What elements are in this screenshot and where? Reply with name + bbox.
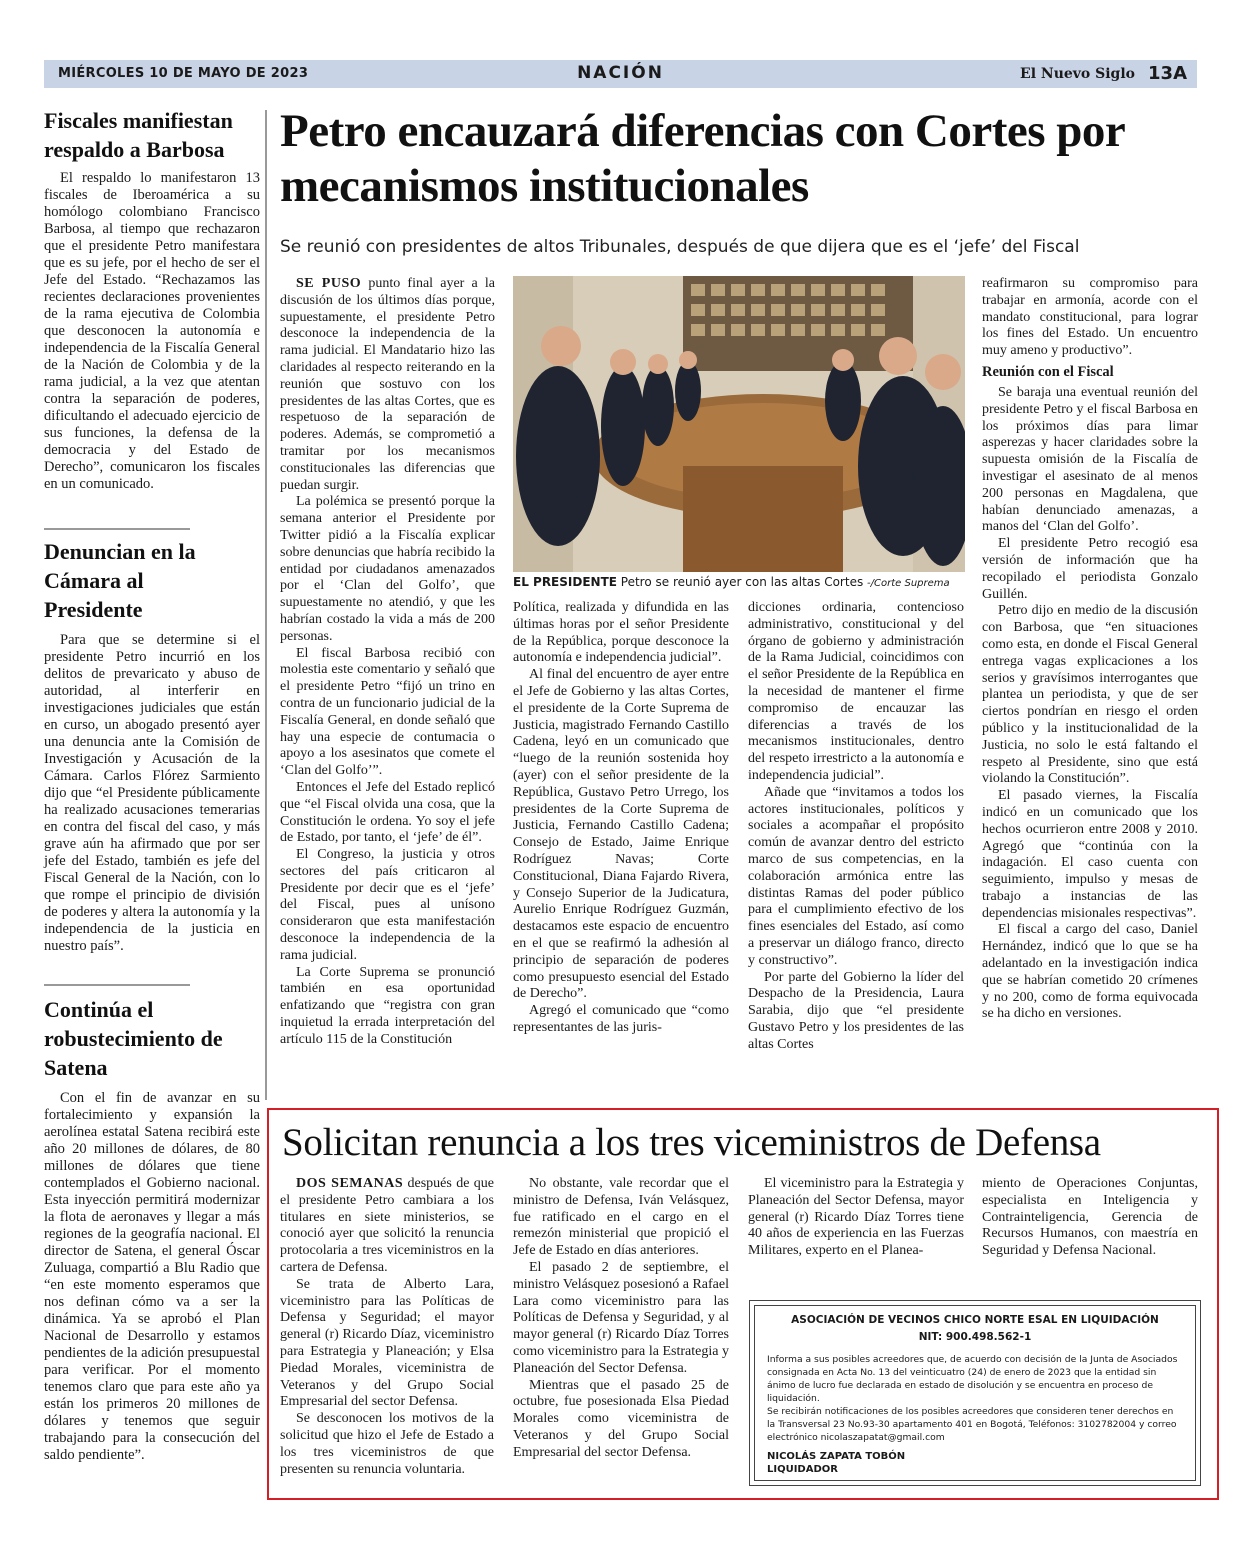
paragraph: El presidente Petro recogió esa versión de información que ha recopilado el periodista Gonzalo Guillén. bbox=[982, 536, 1198, 602]
page-number: 13A bbox=[1148, 63, 1187, 84]
caption-lead: EL PRESIDENTE bbox=[513, 575, 617, 589]
notice-body bbox=[767, 1353, 1183, 1444]
paragraph: Se baraja una eventual reunión del presidente Petro y el fiscal Barbosa en los próximos días para limar asperezas y hacer claridades sobre la supuesta omisión de la Fiscalía de investigar el asesinato de al menos 200 personas en Magdalena, que habían denunciado amenazas, a manos del ‘Clan del Golfo’. bbox=[982, 384, 1198, 535]
paragraph: Petro dijo en medio de la discusión con Barbosa, que “en situaciones como esta, en donde el Fiscal General entrega vagas explicaciones a los serios y gravísimos interrogantes que plantea un periodista, y que de ser ciertos pondrían en riesgo el orden público y la institucionalidad de la Justicia, no solo le está faltando el respeto al Presidente, sino que está violando la Constitución”. bbox=[982, 603, 1198, 787]
brief-3-title: Continúa el robustecimiento de Satena bbox=[44, 997, 223, 1080]
sidebar-brief-2 bbox=[44, 537, 260, 955]
sidebar-divider bbox=[44, 984, 190, 986]
article-column-4 bbox=[982, 276, 1198, 1023]
paragraph: Por parte del Gobierno la líder del Despacho de la Presidencia, Laura Sarabia, dijo que “el presidente Gustavo Petro y los presidentes de las altas Cortes bbox=[748, 969, 964, 1052]
box-lead-word: DOS SEMANAS bbox=[296, 1176, 404, 1191]
caption-text: Petro se reunió ayer con las altas Cortes bbox=[616, 575, 864, 589]
article-column-1 bbox=[280, 276, 495, 1049]
article-subheading: Reunión con el Fiscal bbox=[982, 363, 1114, 380]
article-column-2 bbox=[513, 600, 729, 1037]
brief-1-title: Fiscales manifiestan respaldo a Barbosa bbox=[44, 108, 233, 162]
paragraph: dicciones ordinaria, contencioso administrativo, constitucional y del órgano de gobierno y administración de la Rama Judicial, coincidimos con el señor Presidente de la República en la necesidad de mantener el firme compromiso de encauzar las diferencias a través de los mecanismos institucionales, dentro del respeto irrestricto a la autonomía e independencia judicial”. bbox=[748, 600, 964, 783]
page-header bbox=[44, 60, 1197, 88]
paragraph: La polémica se presentó porque la semana anterior el Presidente por Twitter pidió a la Fiscalía explicar sobre denuncias que habría recibido la entidad por ciudadanos amenazados por el ‘Clan del Golfo’, que supuestamente no atendió, y que les habrían costado la vida a más de 200 personas. bbox=[280, 494, 495, 644]
meeting-photo-image bbox=[513, 276, 965, 572]
brief-2-body: Para que se determine si el presidente Petro incurrió en los delitos de prevaricato y abuso de autoridad, al interferir en investigaciones judiciales que están en curso, un abogado presentó ayer una denuncia ante la Comisión de Investigación y Acusación de la Cámara. Carlos Flórez Sarmiento dijo que “el Presidente públicamente ha realizado acusaciones temerarias en contra del fiscal del caso, y más grave aún ha afirmado que por ser jefe del Estado, también es jefe del Fiscal General de la Nación, con lo que rompe el principio de división de poderes y altera la autonomía y la independencia de la justicia en nuestro país”. bbox=[44, 632, 260, 954]
signer-name: NICOLÁS ZAPATA TOBÓN bbox=[767, 1451, 906, 1462]
legal-notice bbox=[749, 1300, 1201, 1486]
notice-nit: NIT: 900.498.562-1 bbox=[918, 1331, 1032, 1343]
paragraph: El fiscal a cargo del caso, Daniel Hernández, indicó que lo que se ha adelantado en la investigación indica que se habrían cometido 20 crímenes y no 200, como de forma equivocada se ha dicho en versiones. bbox=[982, 922, 1198, 1022]
box-column-3 bbox=[748, 1176, 964, 1260]
paragraph: El viceministro para la Estrategia y Planeación del Sector Defensa, mayor general (r) Ricardo Díaz Torres tiene 40 años de experiencia en las Fuerzas Militares, experto en el Planea- bbox=[748, 1176, 964, 1259]
notice-title: ASOCIACIÓN DE VECINOS CHICO NORTE ESAL EN LIQUIDACIÓN bbox=[791, 1314, 1159, 1326]
legal-notice-inner bbox=[754, 1305, 1196, 1481]
photo-caption bbox=[513, 575, 965, 589]
paragraph: Se trata de Alberto Lara, viceministro para las Políticas de Defensa y Seguridad; el mayor general (r) Ricardo Díaz, viceministro para Estrategia y Planeación; y Elsa Piedad Morales, viceministra de Veteranos y del Grupo Social Empresarial del sector Defensa. bbox=[280, 1276, 494, 1410]
paragraph: Entonces el Jefe del Estado replicó que “el Fiscal olvida una cosa, que la Constitución le ordena. Yo soy el jefe de Estado, por tanto, el ‘jefe’ de él”. bbox=[280, 779, 495, 846]
newspaper-brand: El Nuevo Siglo bbox=[1020, 66, 1135, 82]
article-lead-paragraph: SE PUSO punto final ayer a la discusión de los últimos días porque, supuestamente, el presidente Petro desconoce la independencia de la rama judicial. El Mandatario hizo las claridades al respecto reiterando en la reunión que sostuvo con los presidentes de las altas Cortes, que es respetuoso de la separación de poderes. Además, se comprometió a tramitar por los mecanismos constitucionales las diferencias que puedan surgir. bbox=[280, 276, 496, 493]
paragraph: No obstante, vale recordar que el ministro de Defensa, Iván Velásquez, fue ratificado en el cargo en el remezón ministerial que propició el Jefe de Estado en días anteriores. bbox=[513, 1176, 729, 1259]
sidebar-brief-1 bbox=[44, 106, 260, 493]
box-column-1 bbox=[280, 1176, 494, 1478]
box-headline: Solicitan renuncia a los tres viceministros de Defensa bbox=[282, 1121, 1101, 1164]
meeting-photo bbox=[513, 276, 965, 572]
sidebar-brief-3 bbox=[44, 995, 260, 1464]
signer-role: LIQUIDADOR bbox=[767, 1464, 838, 1475]
photo-credit: -/Corte Suprema bbox=[867, 578, 950, 589]
box-lead-paragraph: DOS SEMANAS después de que el presidente Petro cambiara a los titulares en siete ministerios, se conoció ayer que solicitó la renuncia protocolaria a tres viceministros en la cartera de Defensa. bbox=[280, 1176, 494, 1275]
article-lead-word: SE PUSO bbox=[296, 276, 362, 291]
paragraph: El pasado viernes, la Fiscalía indicó en un comunicado que los hechos ocurrieron entre 2008 y 2010. Agregó que “continúa con la indagación. El caso cuenta con seguimiento, impulso y mesas de trabajo a instancias de las dependencias misionales respectivas”. bbox=[982, 788, 1198, 921]
notice-paragraph: Se recibirán notificaciones de los posibles acreedores que consideren tener derechos en la Transversal 23 No.93-30 apartamento 401 en Bogotá, Teléfonos: 3102782004 y correo electrónico nicolaszapatat@gmail.com bbox=[767, 1406, 1177, 1443]
box-column-4 bbox=[982, 1176, 1198, 1260]
paragraph: Al final del encuentro de ayer entre el Jefe de Gobierno y las altas Cortes, el presidente de la Corte Suprema de Justicia, magistrado Fernando Castillo Cadena, leyó en un comunicado que “luego de la reunión sostenida hoy (ayer) con el señor presidente de la República, Gustavo Petro Urrego, los presidentes de la Corte Suprema de Justicia, Fernando Castillo Cadena; Consejo de Estado, Jaime Enrique Rodríguez Navas; Corte Constitucional, Diana Fajardo Rivera, y Consejo Superior de la Judicatura, Aurelio Enrique Rodríguez Guzmán, destacamos este espacio de encuentro en el que se reafirmó la adhesión al principio de separación de poderes como presupuesto esencial del Estado de Derecho”. bbox=[513, 667, 729, 1002]
sidebar-divider bbox=[44, 528, 190, 530]
brief-1-body: El respaldo lo manifestaron 13 fiscales de Iberoamérica a su homólogo colombiano Francisco Barbosa, al tiempo que rechazaron que el presidente Petro manifestara que es su jefe, por el hecho de ser el Jefe del Estado. “Rechazamos las recientes declaraciones provenientes de la rama ejecutiva de Colombia que desconocen la autonomía e independencia de la Fiscalía General de la Nación de Colombia y de la rama judicial, a la vez que atentan contra la separación de poderes, dificultando el adecuado ejercicio de sus funciones, la defensa de la democracia y del Estado de Derecho”, comunicaron los fiscales en un comunicado. bbox=[44, 170, 260, 492]
paragraph: El Congreso, la justicia y otros sectores del país criticaron al Presidente por decir que es el ‘jefe’ del Fiscal, pues al unísono consideraron que esta manifestación desconoce la independencia de la rama judicial. bbox=[280, 847, 495, 963]
section-name: NACIÓN bbox=[577, 63, 664, 83]
paragraph: El fiscal Barbosa recibió con molestia este comentario y señaló que el presidente Petro “fijó un trino en contra de un funcionario judicial de la Fiscalía General, en donde señaló que hay una especie de contumacia o apoyo a los asesinatos que comete el ‘Clan del Golfo’”. bbox=[280, 645, 495, 779]
notice-signature bbox=[767, 1450, 1183, 1476]
paragraph: Añade que “invitamos a todos los actores institucionales, políticos y sociales a acompañar el propósito común de avanzar dentro del estricto marco de sus competencias, en la colaboración armónica entre las distintas Ramas del poder público para el cumplimiento efectivo de los fines esenciales del Estado, así como a preservar un diálogo franco, directo y constructivo”. bbox=[748, 784, 964, 968]
column-divider bbox=[265, 110, 267, 1100]
paragraph: reafirmaron su compromiso para trabajar en armonía, acorde con el mandato constitucional, para lograr los fines del Estado. Un encuentro muy ameno y productivo”. bbox=[982, 276, 1198, 359]
paragraph: La Corte Suprema se pronunció también en esa oportunidad enfatizando que “registra con gran inquietud la errada interpretación del artículo 115 de la Constitución bbox=[280, 964, 495, 1047]
brief-2-title: Denuncian en la Cámara al Presidente bbox=[44, 539, 196, 622]
paragraph: Mientras que el pasado 25 de octubre, fue posesionada Elsa Piedad Morales como viceministra de Veteranos y del Grupo Social Empresarial del sector Defensa. bbox=[513, 1377, 729, 1460]
article-headline: Petro encauzará diferencias con Cortes por mecanismos institucionales bbox=[280, 105, 1125, 212]
issue-date: MIÉRCOLES 10 DE MAYO DE 2023 bbox=[58, 66, 309, 81]
brief-3-body: Con el fin de avanzar en su fortalecimiento y expansión la aerolínea estatal Satena recibirá este año 20 millones de dólares, de 80 millones de dólares que tiene contemplados el Gobierno nacional. Esta inyección permitirá modernizar la flota de aeronaves y llegar a más regiones de la geografía nacional. El director de Satena, el general Óscar Zuluaga, compartió a Blu Radio que “en este momento esperamos que nos definan cómo va a ser la dinámica. Ya se aprobó el Plan Nacional de Desarrollo y estamos pendientes de la adición presupuestal para verificar. Por el momento tenemos claro que para este año ya están los primeros 20 millones de dólares y tenemos que seguir trabajando para la consecución del saldo pendiente”. bbox=[44, 1090, 260, 1463]
paragraph: Se desconocen los motivos de la solicitud que hizo el Jefe de Estado a los tres viceministros de que presenten su renuncia voluntaria. bbox=[280, 1411, 494, 1477]
box-column-2 bbox=[513, 1176, 729, 1462]
paragraph: Política, realizada y difundida en las últimas horas por el señor Presidente de la República, porque desconoce la autonomía e independencia judicial”. bbox=[513, 600, 729, 666]
paragraph: Agregó el comunicado que “como representantes de las juris- bbox=[513, 1003, 729, 1035]
article-column-3 bbox=[748, 600, 964, 1054]
notice-paragraph: Informa a sus posibles acreedores que, de acuerdo con decisión de la Junta de Asociados consignada en Acta No. 13 del veinticuatro (24) de enero de 2023 que la entidad sin ánimo de lucro fue declarada en estado de disolución y se encuentra en proceso de liquidación. bbox=[767, 1354, 1178, 1404]
paragraph: El pasado 2 de septiembre, el ministro Velásquez posesionó a Rafael Lara como viceministro para las Políticas de Defensa y Seguridad, y al mayor general (r) Ricardo Díaz Torres como viceministro para la Estrategia y Planeación del Sector Defensa. bbox=[513, 1259, 729, 1376]
article-subtitle: Se reunió con presidentes de altos Tribunales, después de que dijera que es el ‘jefe’ del Fiscal bbox=[280, 237, 1080, 257]
paragraph: miento de Operaciones Conjuntas, especialista en Inteligencia y Contrainteligencia, Gerencia de Recursos Humanos, con maestría en Seguridad y Defensa Nacional. bbox=[982, 1176, 1198, 1259]
